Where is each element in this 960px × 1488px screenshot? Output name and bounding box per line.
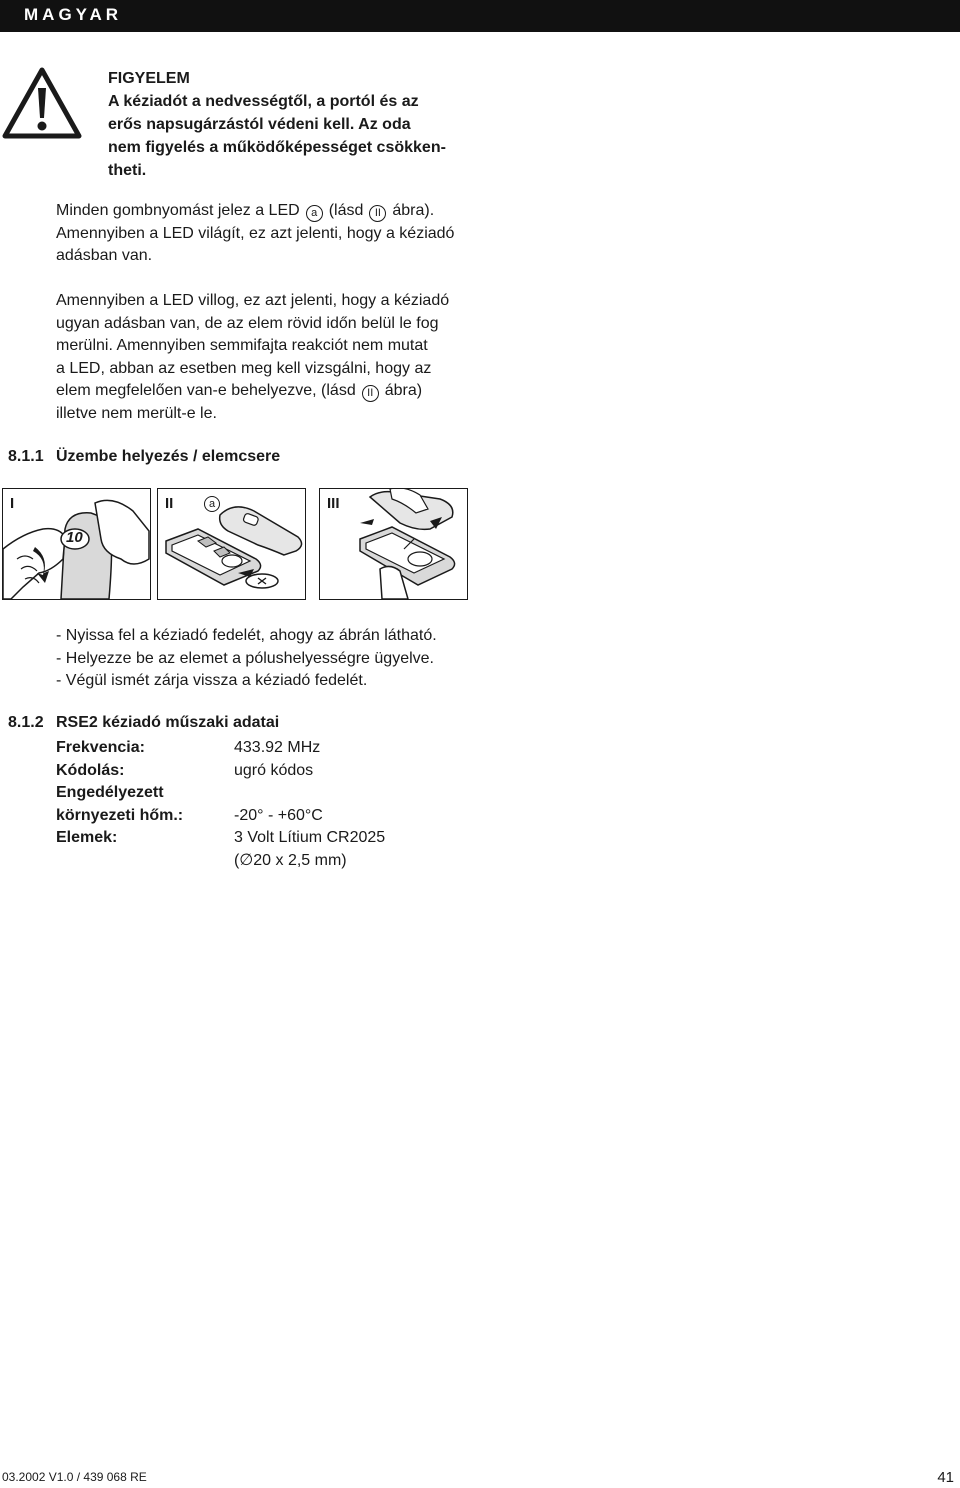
spec-label: környezeti hőm.: — [56, 806, 184, 824]
list-item: - Végül ismét zárja vissza a kéziadó fedelét. — [56, 672, 368, 689]
figure-label: II — [165, 495, 174, 512]
paragraph-text: Minden gombnyomást jelez a LED — [56, 202, 300, 219]
language-header-bar — [0, 0, 960, 32]
spec-value: -20° - +60°C — [234, 806, 323, 824]
paragraph-text: elem megfelelően van-e behelyezve, (lásd — [56, 382, 356, 399]
paragraph-text: (lásd — [328, 202, 364, 219]
spec-label: Engedélyezett — [56, 784, 164, 801]
section-title: Üzembe helyezés / elemcsere — [56, 448, 281, 465]
paragraph-line: illetve nem merült-e le. — [56, 404, 217, 422]
figure-close-cover — [319, 488, 468, 600]
led-blink-paragraph — [56, 290, 496, 425]
warning-line: A kéziadót a nedvességtől, a portól és az — [108, 93, 419, 110]
figure-open-cover — [2, 488, 151, 600]
spec-value: (∅20 x 2,5 mm) — [234, 851, 347, 869]
list-item: - Helyezze be az elemet a pólushelyességre ügyelve. — [56, 649, 434, 667]
section-title: RSE2 kéziadó műszaki adatai — [56, 714, 280, 731]
section-number: 8.1.1 — [8, 448, 44, 465]
paragraph-line: a LED, abban az esetben meg kell vizsgálni, hogy az — [56, 359, 432, 377]
coin-text: 10 — [66, 529, 83, 546]
paragraph-line: Amennyiben a LED villog, ez azt jelenti, hogy a kéziadó — [56, 292, 450, 309]
led-ref-circle: a — [306, 205, 323, 222]
list-item: - Nyissa fel a kéziadó fedelét, ahogy az ábrán látható. — [56, 627, 437, 644]
paragraph-text: ábra). — [392, 202, 435, 219]
language-title: MAGYAR — [24, 5, 122, 24]
section-number: 8.1.2 — [8, 714, 44, 731]
figure-ref-circle: II — [362, 385, 379, 402]
led-marker-circle: a — [204, 496, 220, 512]
section-heading-812 — [8, 714, 279, 732]
spec-value: ugró kódos — [234, 761, 314, 779]
paragraph-line: Amennyiben a LED világít, ez azt jelenti, hogy a kéziadó — [56, 224, 455, 242]
section-heading-811 — [8, 448, 280, 466]
spec-label: Elemek: — [56, 829, 118, 846]
warning-line: theti. — [108, 162, 147, 179]
document-code: 03.2002 V1.0 / 439 068 RE — [2, 1470, 147, 1484]
figure-insert-battery — [157, 488, 306, 600]
page-number: 41 — [937, 1469, 954, 1486]
warning-heading: FIGYELEM — [108, 70, 190, 87]
figure-label: I — [10, 495, 15, 512]
paragraph-line — [56, 200, 496, 223]
warning-line: erős napsugárzástól védeni kell. Az oda — [108, 116, 411, 133]
paragraph-line: adásban van. — [56, 247, 153, 264]
warning-block — [108, 67, 468, 182]
spec-label: Frekvencia: — [56, 739, 145, 756]
figure-label: III — [327, 495, 340, 512]
warning-line: nem figyelés a működőképességet csökken- — [108, 139, 446, 156]
paragraph-line: ugyan adásban van, de az elem rövid időn belül le fog — [56, 314, 439, 332]
close-cover-illustration — [320, 489, 467, 599]
warning-triangle-icon — [2, 66, 82, 140]
steps-list — [56, 625, 437, 693]
paragraph-text: ábra) — [384, 382, 423, 399]
insert-battery-illustration — [158, 489, 305, 599]
spec-label: Kódolás: — [56, 761, 125, 779]
paragraph-line: merülni. Amennyiben semmifajta reakciót nem mutat — [56, 337, 428, 354]
figure-ref-circle: II — [369, 205, 386, 222]
spec-value: 3 Volt Lítium CR2025 — [234, 829, 386, 846]
paragraph-line — [56, 380, 496, 403]
spec-value: 433.92 MHz — [234, 739, 321, 756]
led-paragraph — [56, 200, 496, 268]
